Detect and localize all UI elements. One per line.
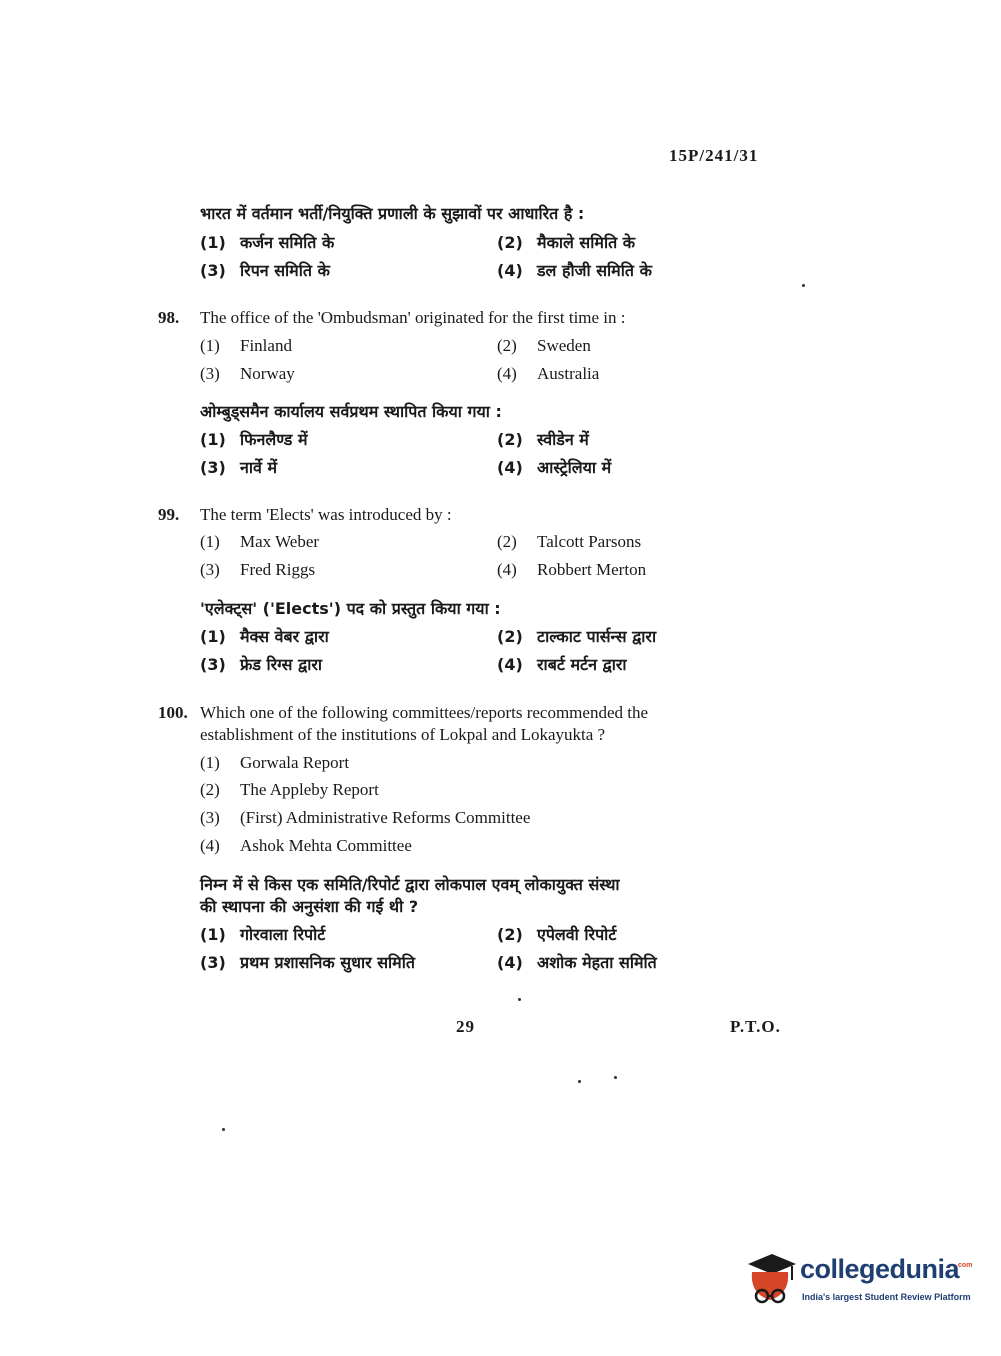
q98-number: 98. [158,308,180,327]
q98-hindi-question: ओम्बुड्समैन कार्यालय सर्वप्रथम स्थापित किया गया : [200,402,502,421]
q100-hi-option-3: (3) प्रथम प्रशासनिक सुधार समिति [200,953,415,972]
q99-hi-option-4: (4) राबर्ट मर्टन द्वारा [497,655,627,674]
q97-hindi-question: भारत में वर्तमान भर्ती/नियुक्ति प्रणाली के सुझावों पर आधारित है : [200,204,585,223]
logo-suffix: .com [956,1262,973,1269]
q99-hi-option-1: (1) मैक्स वेबर द्वारा [200,627,329,646]
q99-hindi-question: 'एलेक्ट्स' ('Elects') पद को प्रस्तुत किया गया : [200,599,501,618]
q100-hindi-question-line2: की स्थापना की अनुसंशा की गई थी ? [200,897,419,916]
q98-question: The office of the 'Ombudsman' originated for the first time in : [200,308,626,327]
q100-option-1: (1) Gorwala Report [200,753,350,772]
q100-hi-option-1: (1) गोरवाला रिपोर्ट [200,925,326,944]
q100-question-line2: establishment of the institutions of Lokpal and Lokayukta ? [200,725,606,744]
q100-hindi-question-line1: निम्न में से किस एक समिति/रिपोर्ट द्वारा लोकपाल एवम् लोकायुक्त संस्था [200,875,620,894]
q97-hi-option-4: (4) डल हौजी समिति के [497,261,652,280]
q99-question: The term 'Elects' was introduced by : [200,505,452,524]
q100-question-line1: Which one of the following committees/reports recommended the [200,703,649,722]
q98-hi-option-2: (2) स्वीडेन में [497,430,589,449]
scan-speck [614,1076,617,1079]
q100-option-4: (4) Ashok Mehta Committee [200,836,412,855]
q97-hi-option-2: (2) मैकाले समिति के [497,233,636,252]
collegedunia-logo [742,1250,972,1320]
q100-number: 100. [158,703,188,722]
q98-option-3: (3) Norway [200,364,295,383]
q98-hi-option-1: (1) फिनलैण्ड में [200,430,308,449]
q98-hi-option-4: (4) आस्ट्रेलिया में [497,458,612,477]
pto-label: P.T.O. [730,1017,781,1036]
q98-hi-option-3: (3) नार्वे में [200,458,278,477]
mascot-icon [742,1250,798,1312]
q99-hi-option-2: (2) टाल्काट पार्सन्स द्वारा [497,627,657,646]
q100-hi-option-2: (2) एपेलवी रिपोर्ट [497,925,617,944]
logo-tagline: India's largest Student Review Platform [802,1292,971,1302]
q100-hi-option-4: (4) अशोक मेहता समिति [497,953,657,972]
q99-option-3: (3) Fred Riggs [200,560,316,579]
q97-hi-option-3: (3) रिपन समिति के [200,261,330,280]
scan-speck [578,1080,581,1083]
q99-number: 99. [158,505,180,524]
scan-speck [222,1128,225,1131]
q100-option-2: (2) The Appleby Report [200,780,379,799]
q99-option-1: (1) Max Weber [200,532,320,551]
scan-speck [802,284,805,287]
paper-code: 15P/241/31 [669,146,759,165]
page-number: 29 [456,1017,475,1036]
q98-option-2: (2) Sweden [497,336,591,355]
q98-option-1: (1) Finland [200,336,292,355]
q98-option-4: (4) Australia [497,364,600,383]
q99-hi-option-3: (3) फ्रेड रिग्स द्वारा [200,655,323,674]
q99-option-4: (4) Robbert Merton [497,560,647,579]
q97-hi-option-1: (1) कर्जन समिति के [200,233,335,252]
q99-option-2: (2) Talcott Parsons [497,532,642,551]
logo-name: collegedunia [800,1254,960,1284]
q100-option-3: (3) (First) Administrative Reforms Committee [200,808,531,827]
scan-speck [518,998,521,1001]
